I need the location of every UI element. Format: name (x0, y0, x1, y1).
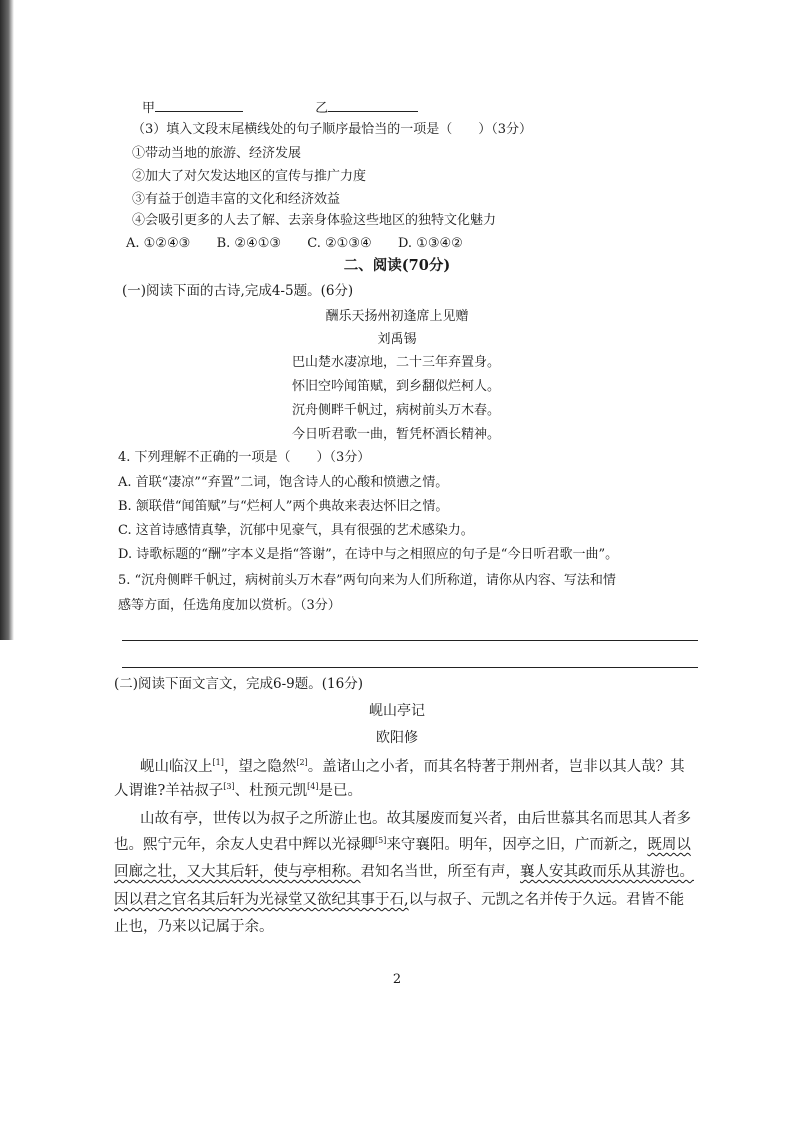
prose-p2-line-3 (114, 861, 694, 883)
underlined-sentence: 既周以 (647, 837, 691, 853)
q3-options (126, 235, 463, 253)
text-run: 也。熙宁元年，余友人史君中辉以光禄卿 (114, 837, 375, 853)
q4-option-a[interactable]: A. 首联“凄凉”“弃置”二词，饱含诗人的心酸和愤懑之情。 (118, 475, 449, 490)
poem-author: 刘禹锡 (377, 332, 417, 347)
answer-line-1[interactable] (122, 640, 698, 641)
blank-row (142, 98, 418, 118)
prose-title: 岘山亭记 (369, 703, 425, 719)
text-run: 君知名当世，所至有声， (360, 864, 520, 880)
underlined-sentence: 襄人安其政而乐从其游也。 (520, 864, 694, 880)
blank-yi-label: 乙 (315, 101, 329, 116)
underlined-sentence: 回廊之壮，又大其后轩，使与亭相称。 (114, 864, 361, 880)
poem-line-1: 巴山楚水凄凉地，二十三年弃置身。 (292, 355, 501, 370)
poem-line-4: 今日听君歌一曲，暂凭杯酒长精神。 (292, 427, 501, 442)
prose-p1-line-2 (114, 780, 362, 802)
q3-stem: （3）填入文段末尾横线处的句子顺序最恰当的一项是（ ）（3分） (132, 122, 533, 137)
q4-option-c[interactable]: C. 这首诗感情真挚，沉郁中见豪气，具有很强的艺术感染力。 (118, 523, 474, 538)
blank-jia-label: 甲 (142, 101, 156, 116)
section2-heading: 二、阅读(70分) (343, 257, 451, 274)
page-number: 2 (392, 972, 402, 987)
prose-p2-line-2 (114, 834, 691, 856)
q3-item-2: ②加大了对欠发达地区的宣传与推广力度 (132, 169, 367, 184)
blank-yi-line[interactable] (328, 98, 418, 112)
q5-stem-line-2: 感等方面，任选角度加以赏析。（3分） (118, 598, 341, 613)
text-run: 是已。 (318, 783, 362, 799)
footnote-ref: [4] (307, 782, 319, 792)
poem-line-2: 怀旧空吟闻笛赋，到乡翻似烂柯人。 (292, 379, 501, 394)
part2-instruction: (二)阅读下面文言文，完成6-9题。(16分) (114, 676, 363, 692)
text-run: 。盖诸山之小者，而其名特著于荆州者，岂非以其人哉？其 (307, 759, 685, 775)
prose-p2-line-1: 山故有亭，世传以为叔子之所游止也。故其屡废而复兴者，由后世慕其名而思其人者多 (140, 811, 691, 827)
q3-option-d[interactable]: D. ①③④② (397, 236, 463, 251)
q3-option-a[interactable]: A. ①②④③ (126, 236, 191, 251)
prose-p2-line-4 (114, 889, 684, 911)
underlined-sentence: 因以君之官名其后轩为光禄堂又欲纪其事于石, (114, 892, 409, 908)
text-run: 以与叔子、元凯之名并传于久远。君皆不能 (408, 892, 685, 908)
footnote-ref: [2] (296, 758, 308, 768)
q3-option-b[interactable]: B. ②④①③ (216, 236, 281, 251)
q4-stem: 4. 下列理解不正确的一项是（ ）（3分） (118, 450, 371, 465)
text-run: ，望之隐然 (223, 759, 297, 775)
prose-p1-line-1 (140, 756, 685, 778)
q3-option-c[interactable]: C. ②①③④ (307, 236, 372, 251)
text-run: 岘山临汉上 (140, 759, 213, 775)
poem-title: 酬乐天扬州初逢席上见赠 (325, 309, 469, 324)
text-run: 来守襄阳。明年，因亭之旧，广而新之， (386, 837, 648, 853)
text-run: 人谓谁?羊祜叔子 (114, 783, 224, 799)
poem-line-3: 沉舟侧畔千帆过，病树前头万木春。 (292, 403, 501, 418)
prose-author: 欧阳修 (376, 730, 418, 746)
footnote-ref: [1] (212, 758, 224, 768)
prose-p2-line-5: 止也，乃来以记属于余。 (114, 919, 274, 935)
q4-option-b[interactable]: B. 颔联借“闻笛赋”与“烂柯人”两个典故来表达怀旧之情。 (118, 499, 449, 514)
q3-item-1: ①带动当地的旅游、经济发展 (132, 146, 302, 161)
blank-jia-line[interactable] (155, 98, 243, 112)
q4-option-d[interactable]: D. 诗歌标题的“酬”字本义是指“答谢”，在诗中与之相照应的句子是“今日听君歌一曲”。 (118, 547, 619, 562)
footnote-ref: [3] (223, 782, 235, 792)
text-run: 、杜预元凯 (234, 783, 308, 799)
answer-line-2[interactable] (122, 667, 698, 668)
q3-item-4: ④会吸引更多的人去了解、去亲身体验这些地区的独特文化魅力 (132, 213, 497, 228)
footnote-ref: [5] (375, 836, 387, 846)
part1-instruction: (一)阅读下面的古诗,完成4-5题。(6分) (122, 283, 354, 299)
q5-stem-line-1: 5. “沉舟侧畔千帆过，病树前头万木春”两句向来为人们所称道，请你从内容、写法和情 (118, 573, 616, 588)
q3-item-3: ③有益于创造丰富的文化和经济效益 (132, 192, 341, 207)
